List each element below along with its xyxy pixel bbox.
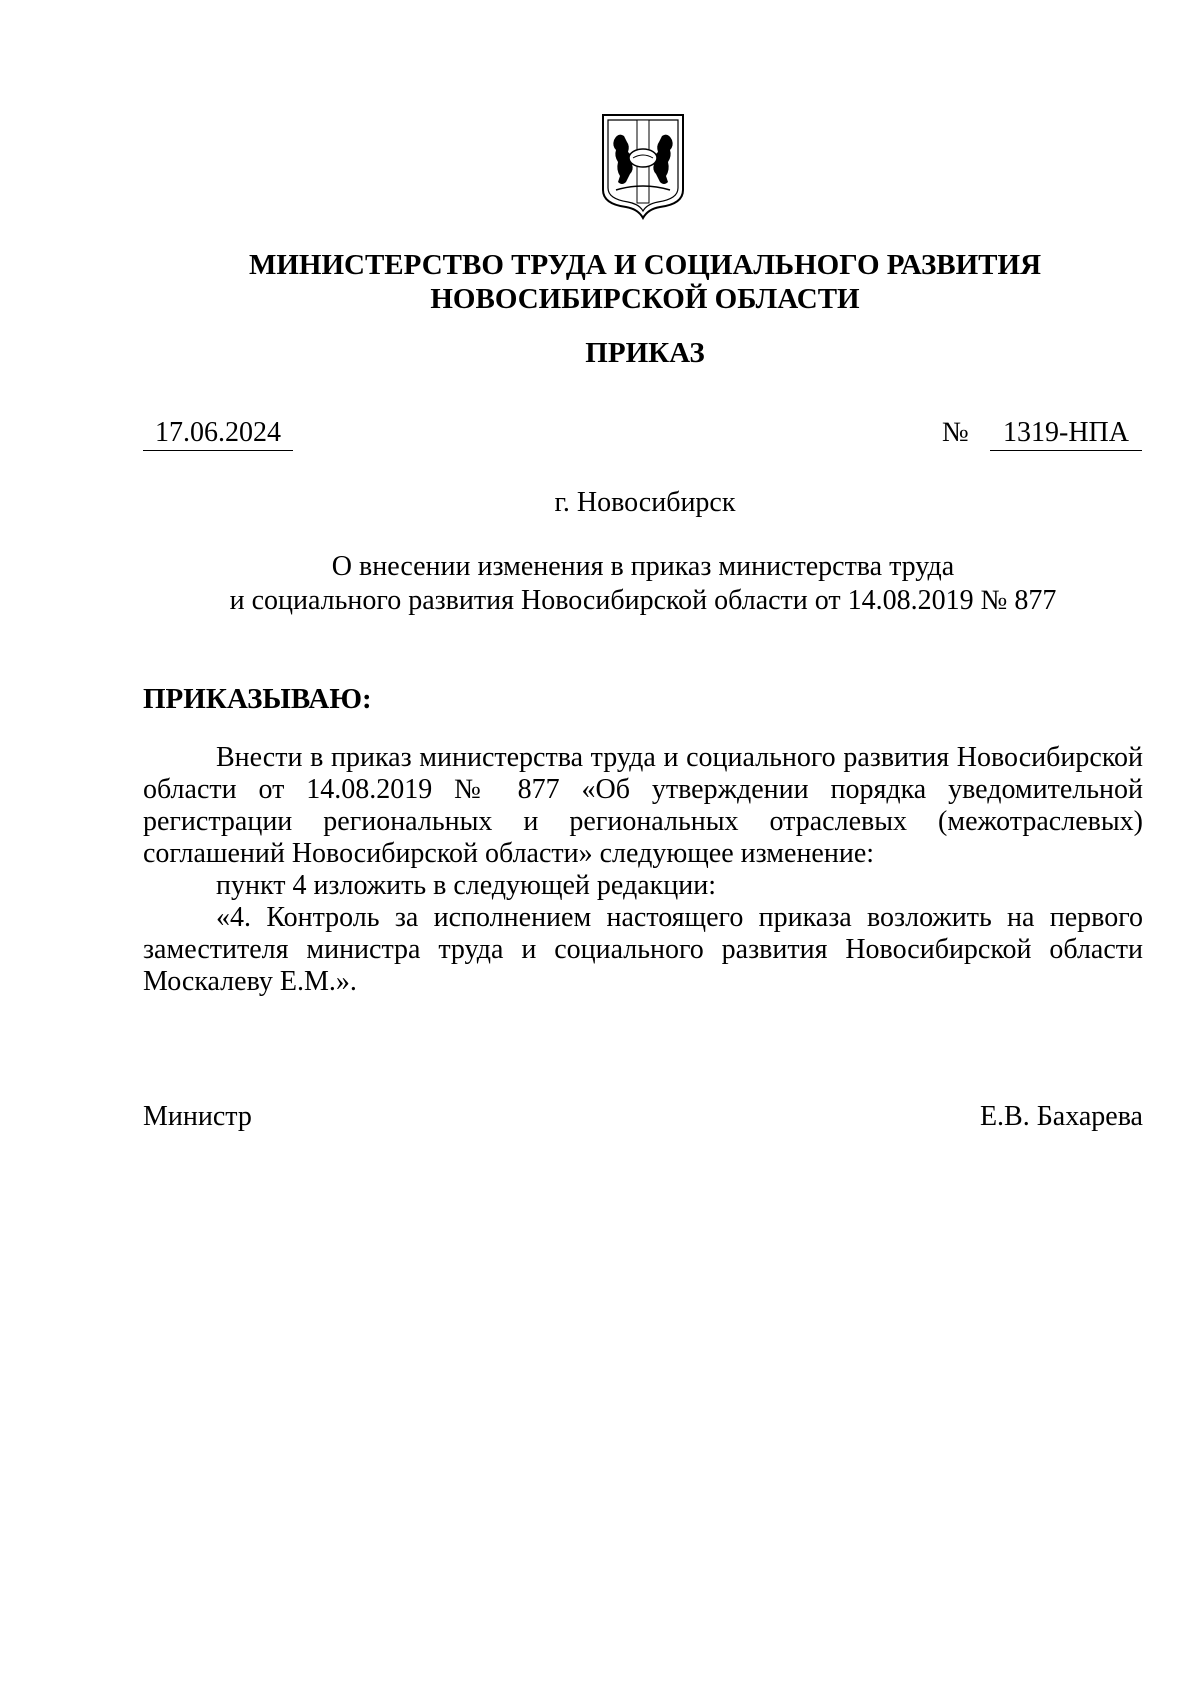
subject-line-1: О внесении изменения в приказ министерства труда	[331, 551, 955, 582]
signatory-name: Е.В. Бахарева	[979, 1101, 1143, 1132]
organization-line-1: МИНИСТЕРСТВО ТРУДА И СОЦИАЛЬНОГО РАЗВИТИЯ	[248, 249, 1042, 281]
body-text	[143, 742, 1143, 998]
city: г. Новосибирск	[554, 487, 736, 518]
organization-line-2: НОВОСИБИРСКОЙ ОБЛАСТИ	[430, 283, 860, 315]
organization-name	[0, 248, 1200, 316]
body-paragraph: пункт 4 изложить в следующей редакции:	[216, 870, 716, 901]
order-word: ПРИКАЗЫВАЮ:	[143, 683, 372, 715]
body-paragraph: «4. Контроль за исполнением настоящего приказа возложить на первого заместителя министра труда и социального развития Новосибирской области Москалеву Е.М.».	[143, 902, 1143, 997]
document-date: 17.06.2024	[143, 416, 293, 451]
document-type: ПРИКАЗ	[585, 337, 705, 369]
novosibirsk-coat-of-arms-icon	[600, 112, 686, 220]
document-number: 1319-НПА	[990, 416, 1142, 451]
subject-line-2: и социального развития Новосибирской области от 14.08.2019 № 877	[229, 585, 1057, 616]
number-sign: №	[942, 417, 969, 448]
document-subject	[143, 550, 1143, 618]
signatory-title: Министр	[143, 1101, 252, 1132]
body-paragraph: Внести в приказ министерства труда и социального развития Новосибирской области от 14.08.2019 № 877 «Об утверждении порядка уведомительной регистрации региональных и региональных отраслевых (межотраслевых) соглашений Новосибирской области» следующее изменение:	[143, 742, 1143, 869]
